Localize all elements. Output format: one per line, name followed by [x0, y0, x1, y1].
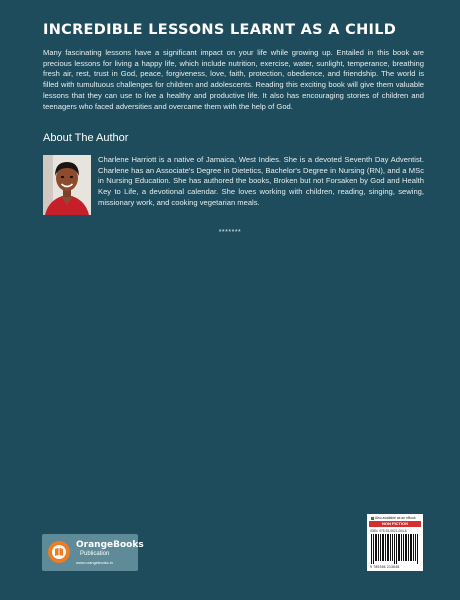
book-description: Many fascinating lessons have a significant impact on your life while growing up. Entailed in this book are precious lessons for living a happy life, which include nutrition, exercise, water, sunlight, temperance, breathing fresh air, rest, trust in God, peace, forgiveness, love, faith, protection, obedience, and friendship. The world is filled with tumultuous challenges for children and adolescents. Reading this exciting book will give them valuable lessons that they can use to live a healthy and productive life. It also has encouraging stories of children and teenagers who faced adversities and overcame them with the help of God.: [43, 48, 424, 111]
genre-badge: NON FICTION: [369, 521, 421, 527]
book-title: INCREDIBLE LESSONS LEARNT AS A CHILD: [43, 22, 397, 38]
publisher-name: OrangeBooks: [76, 540, 144, 550]
about-author-heading: About The Author: [43, 132, 129, 144]
isbn-text: ISBN: 978-93-5621-064-8: [370, 529, 407, 533]
barcode-label: [367, 514, 423, 571]
ebook-icon: [371, 517, 374, 520]
ebook-note-text: Also available as an eBook: [375, 516, 416, 520]
isbn-digits: 9 789356 213648: [370, 565, 400, 569]
publisher-url: www.orangebooks.in: [76, 560, 113, 565]
publisher-subtitle: Publication: [80, 551, 110, 557]
orangebooks-logo-icon: [47, 540, 71, 564]
publisher-logo: [42, 534, 144, 571]
section-divider: *******: [218, 229, 242, 236]
author-bio: Charlene Harriott is a native of Jamaica, West Indies. She is a devoted Seventh Day Adventist. Charlene has an Associate's Degree in Dietetics, Bachelor's Degree in Nursing (RN), and a MSc in Nursing Education. She has authored the books, Broken but not Forsaken by God and Health Key to Life, a devotional calendar. She loves working with children, reading, singing, sewing, missionary work, and cooking vegetarian meals.: [98, 155, 424, 207]
ebook-note: [371, 516, 416, 520]
author-photo: [43, 155, 91, 215]
barcode-bars: [371, 534, 419, 564]
